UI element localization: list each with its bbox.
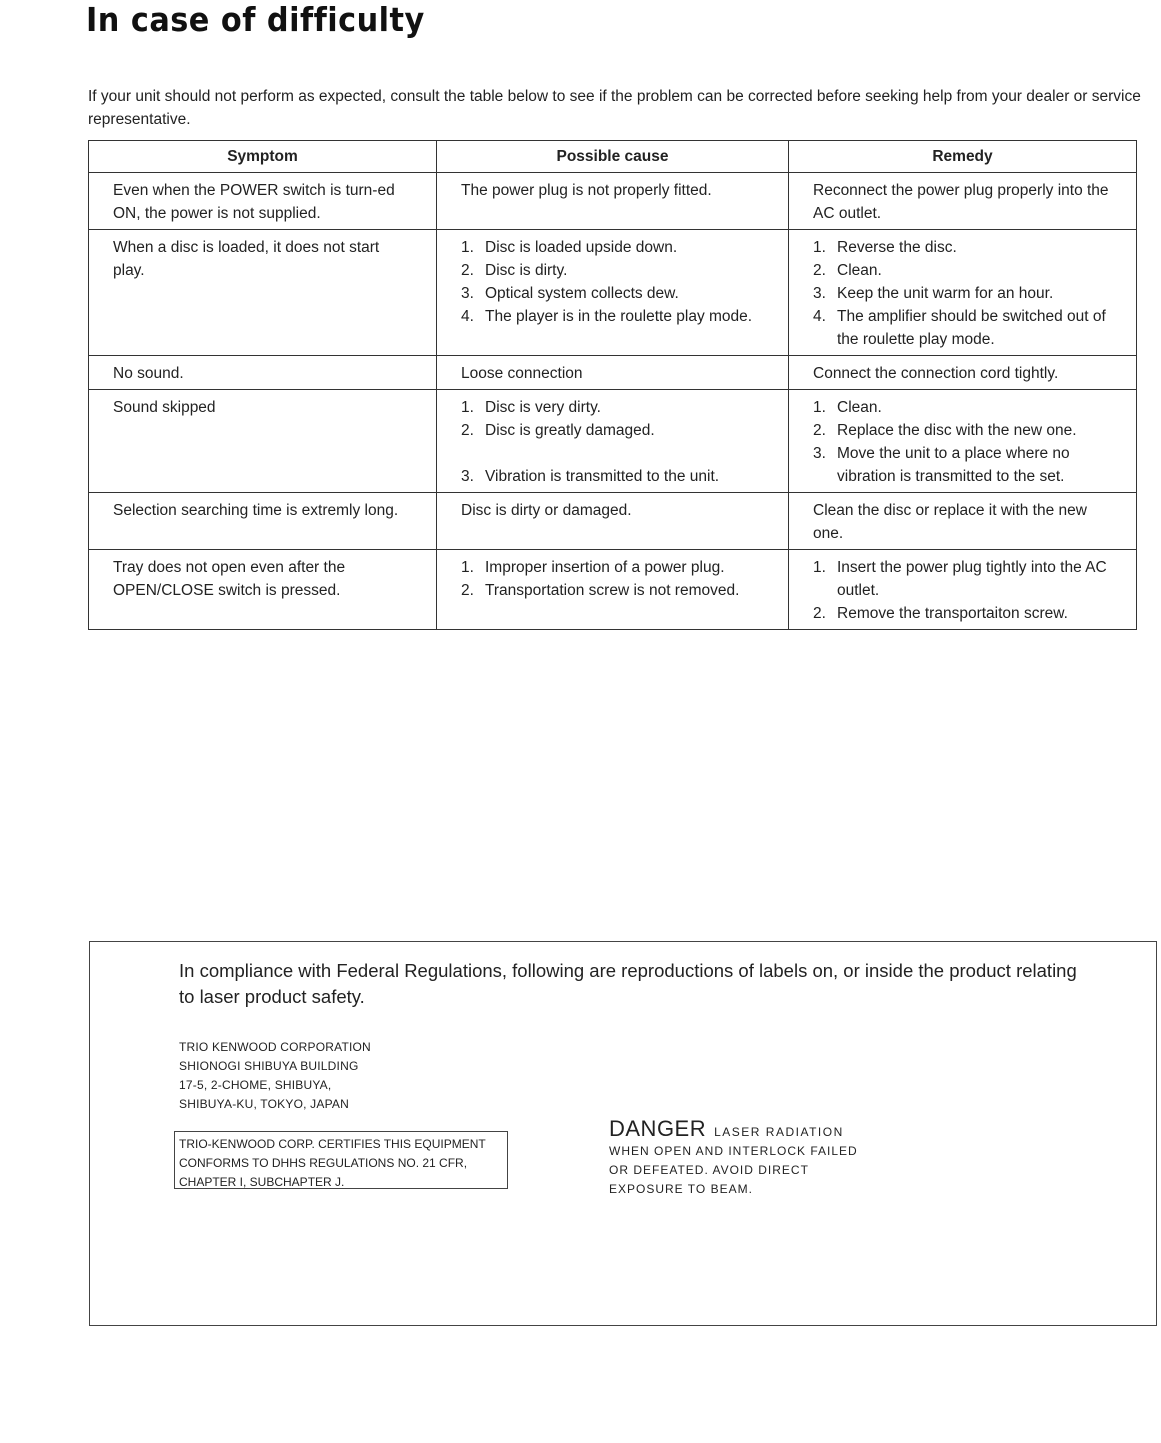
remedy-cell: Reconnect the power plug properly into the AC outlet. xyxy=(789,173,1137,230)
danger-label xyxy=(609,1116,869,1199)
certification-label xyxy=(174,1131,508,1189)
remedy-cell xyxy=(789,550,1137,630)
compliance-text: In compliance with Federal Regulations, following are reproductions of labels on, or inside the product relating to laser product safety. xyxy=(179,960,1077,1007)
table-row xyxy=(89,356,1137,390)
address-line: SHIBUYA-KU, TOKYO, JAPAN xyxy=(179,1097,349,1111)
laser-compliance-box xyxy=(89,941,1157,1326)
address-line: 17-5, 2-CHOME, SHIBUYA, xyxy=(179,1078,332,1092)
symptom-cell: No sound. xyxy=(89,356,437,390)
list-item: 4. The player is in the roulette play mode. xyxy=(461,308,753,325)
remedy-cell xyxy=(789,390,1137,493)
symptom-cell: Sound skipped xyxy=(89,390,437,493)
cause-cell: Disc is dirty or damaged. xyxy=(437,493,789,550)
list-item: 3. Keep the unit warm for an hour. xyxy=(813,285,1054,302)
list-item: 1. Clean. xyxy=(813,399,882,416)
cause-cell: Loose connection xyxy=(437,356,789,390)
cause-cell xyxy=(437,550,789,630)
list-item: 2. Disc is greatly damaged. xyxy=(461,422,655,439)
cert-line: CHAPTER I, SUBCHAPTER J. xyxy=(179,1175,345,1189)
header-symptom: Symptom xyxy=(89,141,437,173)
list-item: 4. The amplifier should be switched out of the roulette play mode. xyxy=(813,308,1106,348)
cause-cell: The power plug is not properly fitted. xyxy=(437,173,789,230)
danger-heading: LASER RADIATION xyxy=(714,1125,844,1139)
table-row xyxy=(89,493,1137,550)
troubleshooting-table xyxy=(88,140,1137,630)
list-item: 1. Disc is loaded upside down. xyxy=(461,239,678,256)
symptom-cell: Tray does not open even after the OPEN/CLOSE switch is pressed. xyxy=(89,550,437,630)
list-item: 3. Vibration is transmitted to the unit. xyxy=(461,468,720,485)
list-item: 2. Replace the disc with the new one. xyxy=(813,422,1077,439)
cause-cell xyxy=(437,230,789,356)
cert-line: CONFORMS TO DHHS REGULATIONS NO. 21 CFR, xyxy=(179,1156,468,1170)
list-item: 1. Disc is very dirty. xyxy=(461,399,601,416)
symptom-cell: Even when the POWER switch is turn-ed ON, the power is not supplied. xyxy=(89,173,437,230)
list-item: 3. Move the unit to a place where no vibration is transmitted to the set. xyxy=(813,445,1070,485)
remedy-cell xyxy=(789,230,1137,356)
table-row xyxy=(89,390,1137,493)
manufacturer-address xyxy=(179,1038,371,1114)
table-row xyxy=(89,230,1137,356)
table-row xyxy=(89,173,1137,230)
remedy-cell: Connect the connection cord tightly. xyxy=(789,356,1137,390)
address-line: TRIO KENWOOD CORPORATION xyxy=(179,1040,371,1054)
list-item: 2. Disc is dirty. xyxy=(461,262,568,279)
list-item: 1. Improper insertion of a power plug. xyxy=(461,559,725,576)
list-item: 1. Insert the power plug tightly into the AC outlet. xyxy=(813,559,1107,599)
danger-word: DANGER xyxy=(609,1116,707,1141)
list-item: 2. Remove the transportaiton screw. xyxy=(813,605,1068,622)
cause-cell xyxy=(437,390,789,493)
danger-line: WHEN OPEN AND INTERLOCK FAILED xyxy=(609,1144,858,1158)
list-item: 3. Optical system collects dew. xyxy=(461,285,679,302)
intro-paragraph: If your unit should not perform as expected, consult the table below to see if the problem can be corrected before seeking help from your dealer or service representative. xyxy=(88,88,1141,128)
table-header-row xyxy=(89,141,1137,173)
danger-line: EXPOSURE TO BEAM. xyxy=(609,1182,753,1196)
symptom-cell: When a disc is loaded, it does not start play. xyxy=(89,230,437,356)
page-title: In case of difficulty xyxy=(86,0,425,39)
list-item: 2. Transportation screw is not removed. xyxy=(461,582,740,599)
symptom-cell: Selection searching time is extremly long. xyxy=(89,493,437,550)
danger-line: OR DEFEATED. AVOID DIRECT xyxy=(609,1163,809,1177)
header-cause: Possible cause xyxy=(437,141,789,173)
address-line: SHIONOGI SHIBUYA BUILDING xyxy=(179,1059,359,1073)
remedy-cell: Clean the disc or replace it with the new one. xyxy=(789,493,1137,550)
list-item: 2. Clean. xyxy=(813,262,882,279)
list-item: 1. Reverse the disc. xyxy=(813,239,957,256)
header-remedy: Remedy xyxy=(789,141,1137,173)
table-row xyxy=(89,550,1137,630)
cert-line: TRIO-KENWOOD CORP. CERTIFIES THIS EQUIPMENT xyxy=(179,1137,486,1151)
